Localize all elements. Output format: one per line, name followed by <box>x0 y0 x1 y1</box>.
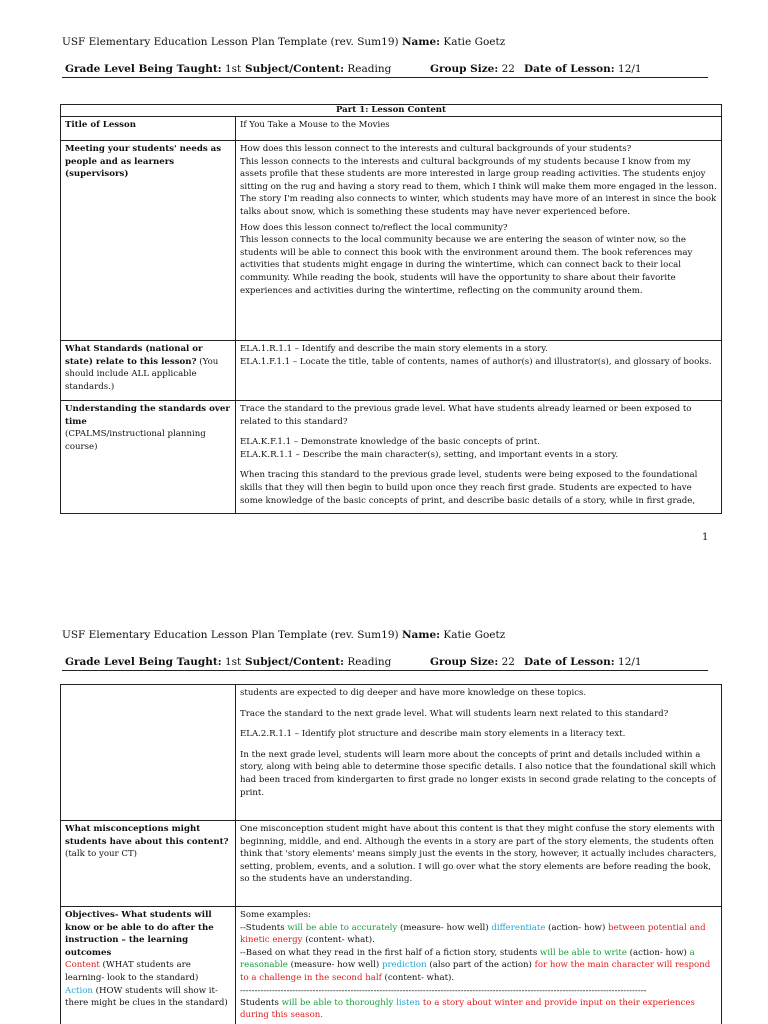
group-field <box>430 63 515 75</box>
example-content: for how the main character will respond to a challenge in the second half <box>240 960 711 983</box>
page2-template-title <box>62 629 505 641</box>
standards-note: (You should include ALL applicable standards.) <box>65 356 219 392</box>
example-action: differentiate <box>491 922 546 933</box>
example-text: --Students <box>240 922 288 933</box>
objective-statement <box>240 997 717 1022</box>
objectives-row <box>61 907 722 1024</box>
lesson-content-table <box>60 104 722 514</box>
title-value: If You Take a Mouse to the Movies <box>236 117 722 141</box>
lesson-content-table-continued <box>60 684 722 1024</box>
misconceptions-row <box>61 821 722 907</box>
empty-label-cell <box>61 685 236 821</box>
page1-grade-line <box>62 63 708 78</box>
standard-1: ELA.1.R.1.1 – Identify and describe the main story elements in a story. <box>240 344 548 354</box>
objective-measure: will be able to thoroughly <box>281 997 394 1008</box>
template-title-text: USF Elementary Education Lesson Plan Template (rev. Sum19) <box>62 36 399 48</box>
date-field <box>524 63 642 75</box>
subject-label: Subject/Content: <box>245 656 345 668</box>
date-field <box>524 656 642 668</box>
misconceptions-text: One misconception student might have about this content is that they might confuse the story elements with beginning, middle, and end. Although the events in a story are part of the story elements, the students often think that 'story elements' means simply just the events in the story, however, it actually includes characters, setting, problem, events, and a solution. I will go over what the story elements are before reading the book, so the students have an understanding. <box>236 821 722 907</box>
group-label: Group Size: <box>430 63 499 75</box>
example-measure: will be able to accurately <box>287 922 398 933</box>
example-measure: a reasonable <box>240 947 695 971</box>
overtime-note: (CPALMS/instructional planning course) <box>65 429 206 452</box>
name-value: Katie Goetz <box>443 36 506 48</box>
group-value: 22 <box>501 656 515 668</box>
divider-dashes: -------------------------------------------------------------------------------------------------------------------------------------------- <box>240 985 647 996</box>
misconceptions-label-cell <box>61 821 236 907</box>
page-number: 1 <box>702 532 709 543</box>
overtime-standard-2: ELA.K.R.1.1 – Describe the main character(s), setting, and important events in a story. <box>240 449 619 460</box>
needs-question-2: How does this lesson connect to/reflect the local community? <box>240 222 508 233</box>
objectives-label-cell <box>61 907 236 1024</box>
overtime-continued-row <box>61 685 722 821</box>
overtime-content-cell <box>236 401 722 514</box>
examples-heading: Some examples: <box>240 910 311 920</box>
overtime-paragraph: When tracing this standard to the previous grade level, students were being exposed to the foundational skills that they will then begin to build upon once they reach first grade. Students are expected to have some knowledge of the basic concepts of print, and describe basic details of a story, while in first grade, <box>240 470 698 506</box>
needs-question-1: How does this lesson connect to the interests and cultural backgrounds of your students? <box>240 144 632 154</box>
example-text: (content- what). <box>302 935 375 946</box>
title-label: Title of Lesson <box>65 120 136 130</box>
overtime-standard-1: ELA.K.F.1.1 – Demonstrate knowledge of the basic concepts of print. <box>240 437 540 448</box>
grade-field <box>65 63 241 75</box>
grade-value: 1st <box>224 656 242 668</box>
example-text: --Based on what they read in the first half of a fiction story, students <box>240 947 540 958</box>
subject-field <box>245 656 391 668</box>
group-label: Group Size: <box>430 656 499 668</box>
grade-value: 1st <box>224 63 242 75</box>
grade-field <box>65 656 241 668</box>
standards-content-cell <box>236 341 722 401</box>
objective-content: to a story about winter and provide input on their experiences during this season. <box>240 997 695 1021</box>
example-content: between potential and kinetic energy <box>240 922 706 946</box>
date-value: 12/1 <box>618 63 642 75</box>
next-grade-paragraph: In the next grade level, students will learn more about the concepts of print and details included within a story, along with being able to determine those specific details. I also notice that the foundational skill which had been traced from kindergarten to first grade no longer exists in second grade relating to the concepts of print. <box>240 749 716 798</box>
needs-answer-2: This lesson connects to the local community because we are entering the season of winter now, so the students will be able to connect this book with the environment around them. The book references may activities that students might engage in during the wintertime, which can connect back to their local community. While reading the book, students will have the opportunity to share about their favorite experiences and activities during the wintertime, reflecting on the community around them. <box>240 235 693 296</box>
date-label: Date of Lesson: <box>524 656 615 668</box>
example-text: (measure- how well) <box>397 922 492 933</box>
standard-2: ELA.1.F.1.1 – Locate the title, table of contents, names of author(s) and illustrator(s), and glossary of books. <box>240 356 712 367</box>
subject-value: Reading <box>347 63 392 75</box>
part-heading-row <box>61 105 722 117</box>
overtime-question: Trace the standard to the previous grade level. What have students already learned or been exposed to related to this standard? <box>240 404 692 427</box>
example-action: prediction <box>381 960 427 971</box>
needs-label-cell <box>61 141 236 341</box>
objectives-action-word: Action <box>65 985 93 996</box>
objective-text: Students <box>240 997 282 1008</box>
overtime-label-cell <box>61 401 236 514</box>
grade-label: Grade Level Being Taught: <box>65 63 222 75</box>
group-field <box>430 656 515 668</box>
needs-row <box>61 141 722 341</box>
grade-label: Grade Level Being Taught: <box>65 656 222 668</box>
date-value: 12/1 <box>618 656 642 668</box>
overtime-continued-cell <box>236 685 722 821</box>
title-label-cell <box>61 117 236 141</box>
group-value: 22 <box>501 63 515 75</box>
needs-answer-1: This lesson connects to the interests and cultural backgrounds of my students because I know from my assets profile that these students are more interested in large group reading activities. The students enjoy sitting on the rug and having a story read to them, which I think will make them more engaged in the lesson. The story I'm reading also connects to winter, which students may have more of an interest in since the book talks about snow, which is something these students may have never experienced before. <box>240 156 717 217</box>
example-text: (content- what). <box>381 972 455 983</box>
name-value: Katie Goetz <box>443 629 506 641</box>
name-label: Name: <box>401 36 441 48</box>
date-label: Date of Lesson: <box>524 63 615 75</box>
overtime-row <box>61 401 722 514</box>
misconceptions-note: (talk to your CT) <box>65 849 138 860</box>
overtime-label: Understanding the standards over time <box>65 404 230 427</box>
subject-field <box>245 63 391 75</box>
next-grade-question: Trace the standard to the next grade level. What will students learn next related to this standard? <box>240 708 669 719</box>
page1-template-title <box>62 36 505 48</box>
standards-row <box>61 341 722 401</box>
page2-grade-line <box>62 656 708 671</box>
standards-label: What Standards (national or state) relate to this lesson? <box>65 344 203 367</box>
part-heading: Part 1: Lesson Content <box>61 105 722 117</box>
needs-content-cell <box>236 141 722 341</box>
example-text: (action- how) <box>545 922 609 933</box>
next-grade-standard: ELA.2.R.1.1 – Identify plot structure and describe main story elements in a literacy text. <box>240 729 626 740</box>
objective-action: listen <box>393 997 421 1008</box>
objectives-label: Objectives- What students will know or be able to do after the instruction – the learning outcomes <box>65 910 214 958</box>
needs-label: Meeting your students' needs as people and as learners (supervisors) <box>65 144 222 180</box>
objectives-content-cell <box>236 907 722 1024</box>
objectives-action-desc: (HOW students will show it- there might be clues in the standard) <box>65 985 228 1009</box>
objectives-content-desc: (WHAT students are learning- look to the standard) <box>65 960 199 983</box>
subject-label: Subject/Content: <box>245 63 345 75</box>
example-1 <box>240 922 717 947</box>
objectives-content-word: Content <box>65 960 100 971</box>
name-label: Name: <box>401 629 441 641</box>
example-text: (measure- how well) <box>287 960 382 971</box>
subject-value: Reading <box>347 656 392 668</box>
overtime-continued-line: students are expected to dig deeper and have more knowledge on these topics. <box>240 688 587 698</box>
misconceptions-label: What misconceptions might students have about this content? <box>65 824 229 847</box>
example-text: (also part of the action) <box>426 960 535 971</box>
example-2 <box>240 947 717 985</box>
example-measure: will be able to write <box>539 947 627 958</box>
title-row <box>61 117 722 141</box>
standards-label-cell <box>61 341 236 401</box>
example-text: (action- how) <box>626 947 690 958</box>
template-title-text: USF Elementary Education Lesson Plan Template (rev. Sum19) <box>62 629 399 641</box>
